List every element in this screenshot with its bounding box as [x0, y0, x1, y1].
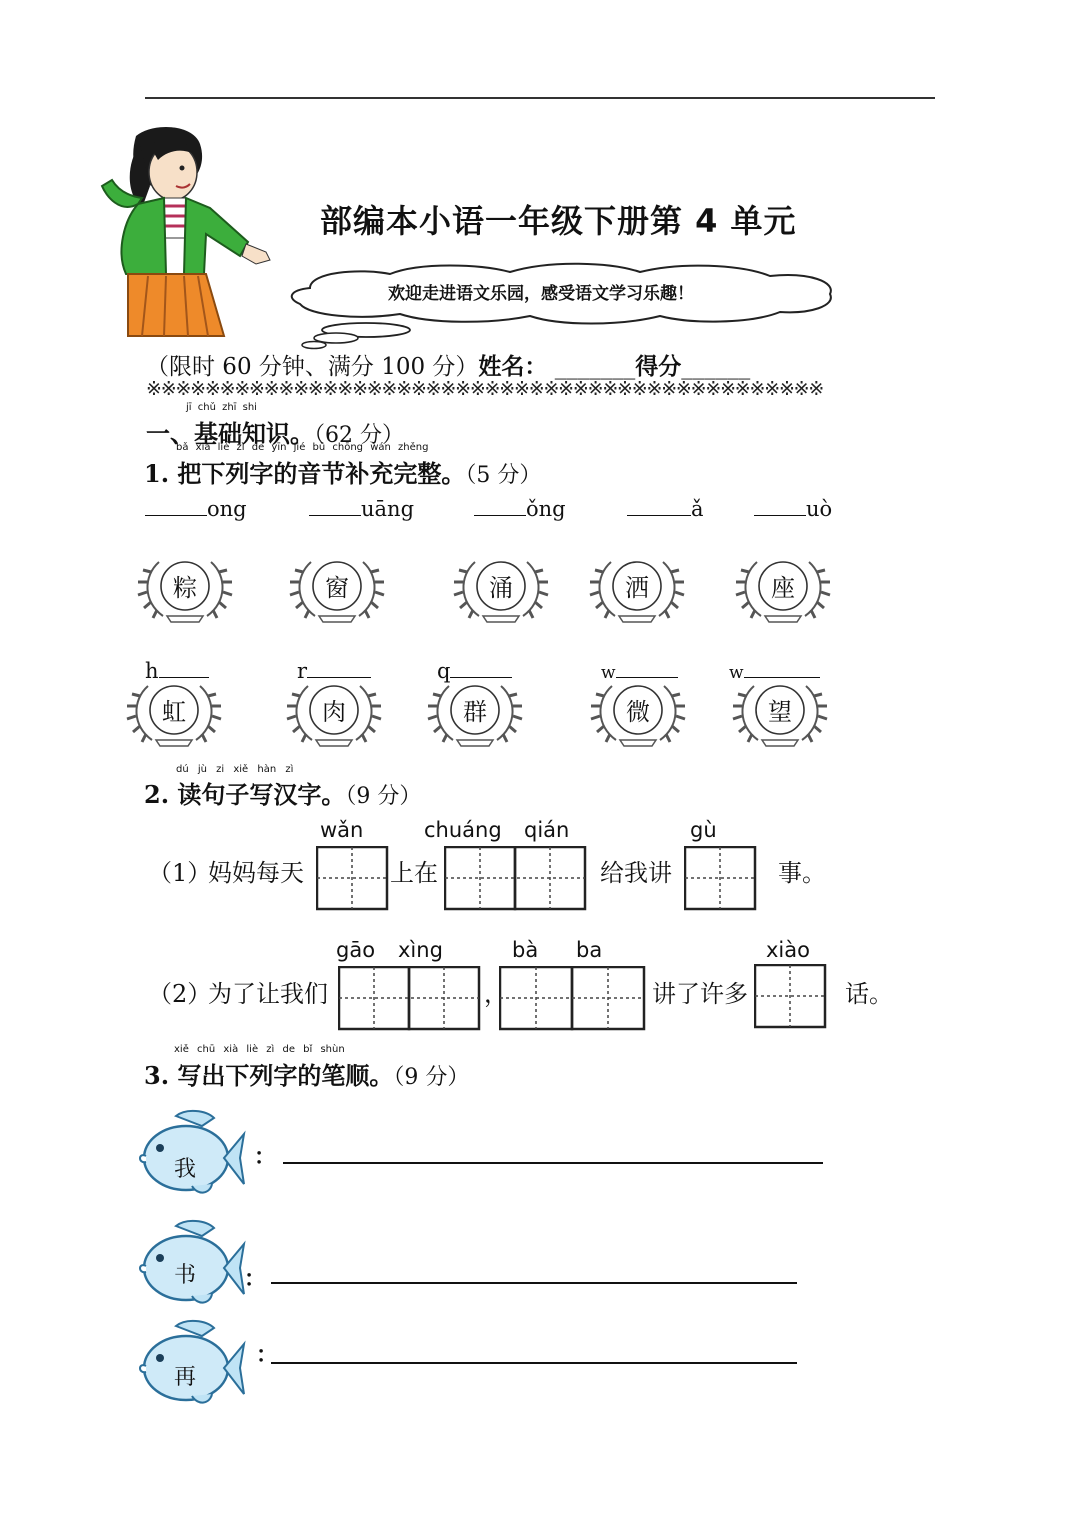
s2-text-3: 讲了许多: [652, 980, 748, 1008]
char-wreath: [732, 676, 828, 748]
tianzige-box[interactable]: [316, 846, 392, 912]
s1-pinyin-3: qián: [524, 818, 570, 842]
s2-pinyin-5: xiào: [766, 938, 810, 962]
top-rule: [145, 97, 935, 99]
tianzige-box-pair[interactable]: [499, 966, 647, 1032]
name-label: 姓名：: [478, 353, 548, 380]
wreath-char: 涌: [489, 574, 513, 602]
score-label: 得分: [635, 353, 682, 380]
syllable-3[interactable]: ǒng: [474, 497, 566, 521]
syllable-2[interactable]: uāng: [309, 497, 414, 521]
q3-points: （9 分）: [393, 1065, 470, 1090]
section1-pinyin: jī chǔ zhī shi: [186, 402, 257, 413]
char-wreath: [286, 676, 382, 748]
wreath-char: 虹: [162, 698, 186, 726]
char-wreath: [126, 676, 222, 748]
syllable-6[interactable]: h: [145, 659, 209, 683]
s2-text-2: ，: [484, 980, 508, 1008]
s2-text-4: 话。: [845, 980, 893, 1008]
wreath-char: 窗: [325, 574, 349, 602]
wreath-char: 望: [768, 698, 792, 726]
s1-pinyin-2: chuáng: [424, 818, 502, 842]
q2-heading: [144, 775, 421, 810]
char-wreath: [735, 552, 831, 624]
fish-char: 我: [174, 1157, 197, 1182]
syllable-1[interactable]: ong: [145, 497, 247, 521]
syllable-8[interactable]: q: [437, 659, 512, 683]
tianzige-box-pair[interactable]: [338, 966, 484, 1032]
fish-item: [136, 1318, 246, 1410]
section1-points: （62 分）: [314, 423, 404, 448]
fish-item: [136, 1108, 246, 1200]
wreath-char: 微: [626, 698, 650, 726]
cloud-text: 欢迎走进语文乐园，感受语文学习乐趣！: [388, 284, 694, 304]
colon: ：: [244, 1266, 267, 1292]
s2-number: （2）: [148, 980, 212, 1008]
exam-meta: [146, 348, 750, 381]
wreath-char: 群: [463, 698, 487, 726]
char-wreath: [427, 676, 523, 748]
q2-pinyin: dú jù zi xiě hàn zì: [176, 764, 294, 775]
s2-pinyin-2: xìng: [398, 938, 443, 962]
q2-points: （9 分）: [345, 784, 422, 809]
s1-number: （1）: [148, 859, 212, 887]
wreath-char: 座: [771, 574, 795, 602]
s1-text-2: 上在: [390, 859, 438, 887]
syllable-4[interactable]: ǎ: [627, 497, 704, 521]
char-wreath: [453, 552, 549, 624]
q3-label: 3. 写出下列字的笔顺。: [144, 1061, 394, 1090]
wreath-char: 肉: [322, 698, 346, 726]
wreath-char: 洒: [625, 574, 649, 602]
char-wreath: [289, 552, 385, 624]
char-wreath: [589, 552, 685, 624]
s2-text-1: 为了让我们: [208, 980, 328, 1008]
s1-pinyin-1: wǎn: [320, 818, 364, 842]
colon: ：: [256, 1342, 279, 1368]
tianzige-box[interactable]: [754, 964, 830, 1030]
char-wreath: [137, 552, 233, 624]
s1-text-3: 给我讲: [600, 859, 672, 887]
q3-pinyin: xiě chū xià liè zì de bǐ shùn: [174, 1044, 345, 1055]
q1-points: （5 分）: [465, 463, 542, 488]
q2-label: 2. 读句子写汉字。: [144, 780, 346, 809]
s2-pinyin-3: bà: [512, 938, 539, 962]
q1-pinyin: bǎ xià liè zì de yīn jié bǔ chōng wán zhěng: [176, 442, 429, 453]
name-field[interactable]: _______: [554, 354, 636, 380]
page-title: 部编本小语一年级下册第 4 单元: [320, 202, 797, 240]
syllable-10[interactable]: w: [729, 659, 820, 683]
syllable-7[interactable]: r: [297, 659, 371, 683]
q1-label: 1. 把下列字的音节补充完整。: [144, 459, 466, 488]
section1-label: 一、基础知识。: [146, 419, 314, 448]
tianzige-box-pair[interactable]: [444, 846, 590, 912]
s1-text-1: 妈妈每天: [208, 859, 304, 887]
girl-illustration: [98, 124, 278, 338]
answer-line[interactable]: [271, 1282, 797, 1284]
s1-pinyin-4: gù: [690, 818, 717, 842]
score-field[interactable]: ______: [681, 354, 751, 380]
tianzige-box[interactable]: [684, 846, 760, 912]
fish-char: 书: [174, 1263, 197, 1288]
star-divider: ※※※※※※※※※※※※※※※※※※※※※※※※※※※※※※※※※※※※※※※※※※※※※※: [146, 378, 824, 400]
s1-text-4: 事。: [778, 859, 826, 887]
s2-pinyin-1: gāo: [336, 938, 376, 962]
time-limit: （限时 60 分钟、满分 100 分）: [146, 354, 479, 380]
answer-line[interactable]: [271, 1362, 797, 1364]
colon: ：: [254, 1144, 277, 1170]
syllable-9[interactable]: w: [601, 659, 678, 683]
syllable-5[interactable]: uò: [754, 497, 832, 521]
q3-heading: [144, 1056, 469, 1091]
answer-line[interactable]: [283, 1162, 823, 1164]
q1-heading: [144, 454, 541, 489]
wreath-char: 粽: [173, 574, 197, 602]
char-wreath: [590, 676, 686, 748]
fish-char: 再: [174, 1365, 197, 1390]
s2-pinyin-4: ba: [576, 938, 603, 962]
fish-item: [136, 1218, 246, 1310]
speech-cloud: [270, 258, 840, 354]
